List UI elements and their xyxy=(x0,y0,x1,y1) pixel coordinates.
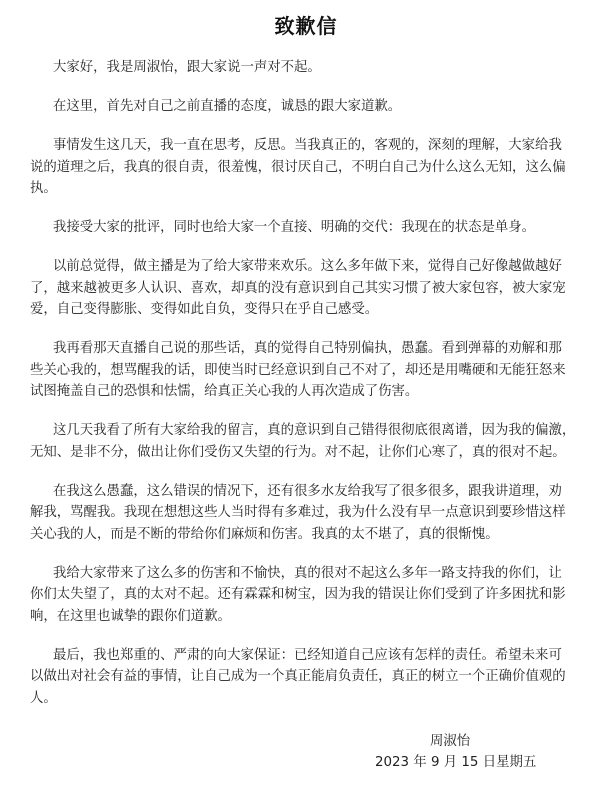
paragraph-line: 你们太失望了，真的太对不起。还有霖霖和树宝，因为我的错误让你们受到了许多困扰和影 xyxy=(30,587,566,602)
paragraph xyxy=(50,57,520,79)
paragraph-line: 以前总觉得，做主播是为了给大家带来欢乐。这么多年做下来，觉得自己好像越做越好 xyxy=(53,259,562,274)
paragraph-line: 大家好，我是周淑怡，跟大家说一声对不起。 xyxy=(53,60,321,75)
paragraph-line: 在我这么愚蠢，这么错误的情况下，还有很多水友给我写了很多很多，跟我讲道理，劝 xyxy=(53,483,562,499)
paragraph-line: 爱，自己变得膨胀、变得如此自负，变得只在乎自己感受。 xyxy=(30,302,379,317)
paragraph xyxy=(30,563,566,628)
paragraph xyxy=(30,338,566,403)
paragraph-line: 了，越来越被更多人认识、喜欢，却真的没有意识到自己其实习惯了被大家包容，被大家宠 xyxy=(30,280,566,296)
paragraph-line: 这几天我看了所有大家给我的留言，真的意识到自己错得很彻底很离谱，因为我的偏激， xyxy=(53,423,576,438)
paragraph-line: 我接受大家的批评，同时也给大家一个直接、明确的交代：我现在的状态是单身。 xyxy=(53,220,536,235)
paragraph-line: 在这里，首先对自己之前直播的态度，诚恳的跟大家道歉。 xyxy=(53,99,402,114)
paragraph-line: 人。 xyxy=(30,690,57,706)
paragraph-line: 最后，我也郑重的、严肃的向大家保证：已经知道自己应该有怎样的责任。希望未来可 xyxy=(53,647,562,663)
paragraph-line: 响，在这里也诚挚的跟你们道歉。 xyxy=(30,608,231,624)
paragraph-line: 解我，骂醒我。我现在想想这些人当时得有多难过，我为什么没有早一点意识到要珍惜这样 xyxy=(30,505,566,520)
letter-date: 2023 年 9 月 15 日星期五 xyxy=(375,755,537,770)
paragraph-line: 我给大家带来了这么多的伤害和不愉快，真的很对不起这么多年一路支持我的你们，让 xyxy=(53,565,562,581)
paragraph xyxy=(50,217,536,239)
signature: 周淑怡 xyxy=(430,734,471,749)
paragraph-line: 我再看那天直播自己说的那些话，真的觉得自己特别偏执，愚蠢。看到弹幕的劝解和那 xyxy=(53,341,562,356)
paragraph-line: 些关心我的，想骂醒我的话，即使当时已经意识到自己不对了，却还是用嘴硬和无能狂怒来 xyxy=(30,362,566,378)
paragraph xyxy=(30,645,566,710)
paragraph xyxy=(50,96,520,118)
paragraph-line: 以做出对社会有益的事情，让自己成为一个真正能肩负责任，真正的树立一个正确价值观的 xyxy=(30,669,566,684)
letter-body xyxy=(30,57,576,727)
paragraph-line: 无知、是非不分，做出让你们受伤又失望的行为。对不起，让你们心寒了，真的很对不起。 xyxy=(30,444,566,460)
paragraph xyxy=(30,135,566,200)
paragraph-line: 执。 xyxy=(30,181,57,196)
paragraph xyxy=(30,256,566,321)
paragraph-line: 说的道理之后，我真的很自责，很羞愧，很讨厌自己，不明白自己为什么这么无知，这么偏 xyxy=(30,159,566,175)
letter-title: 致歉信 xyxy=(274,14,338,38)
paragraph-line: 关心我的人，而是不断的带给你们麻烦和伤害。我真的太不堪了，真的很惭愧。 xyxy=(30,526,499,542)
paragraph xyxy=(30,481,566,546)
paragraph-line: 试图掩盖自己的恐惧和怯懦，给真正关心我的人再次造成了伤害。 xyxy=(30,384,419,399)
paragraph-line: 事情发生这几天，我一直在思考，反思。当我真正的，客观的，深刻的理解，大家给我 xyxy=(53,138,562,153)
paragraph xyxy=(30,420,576,463)
